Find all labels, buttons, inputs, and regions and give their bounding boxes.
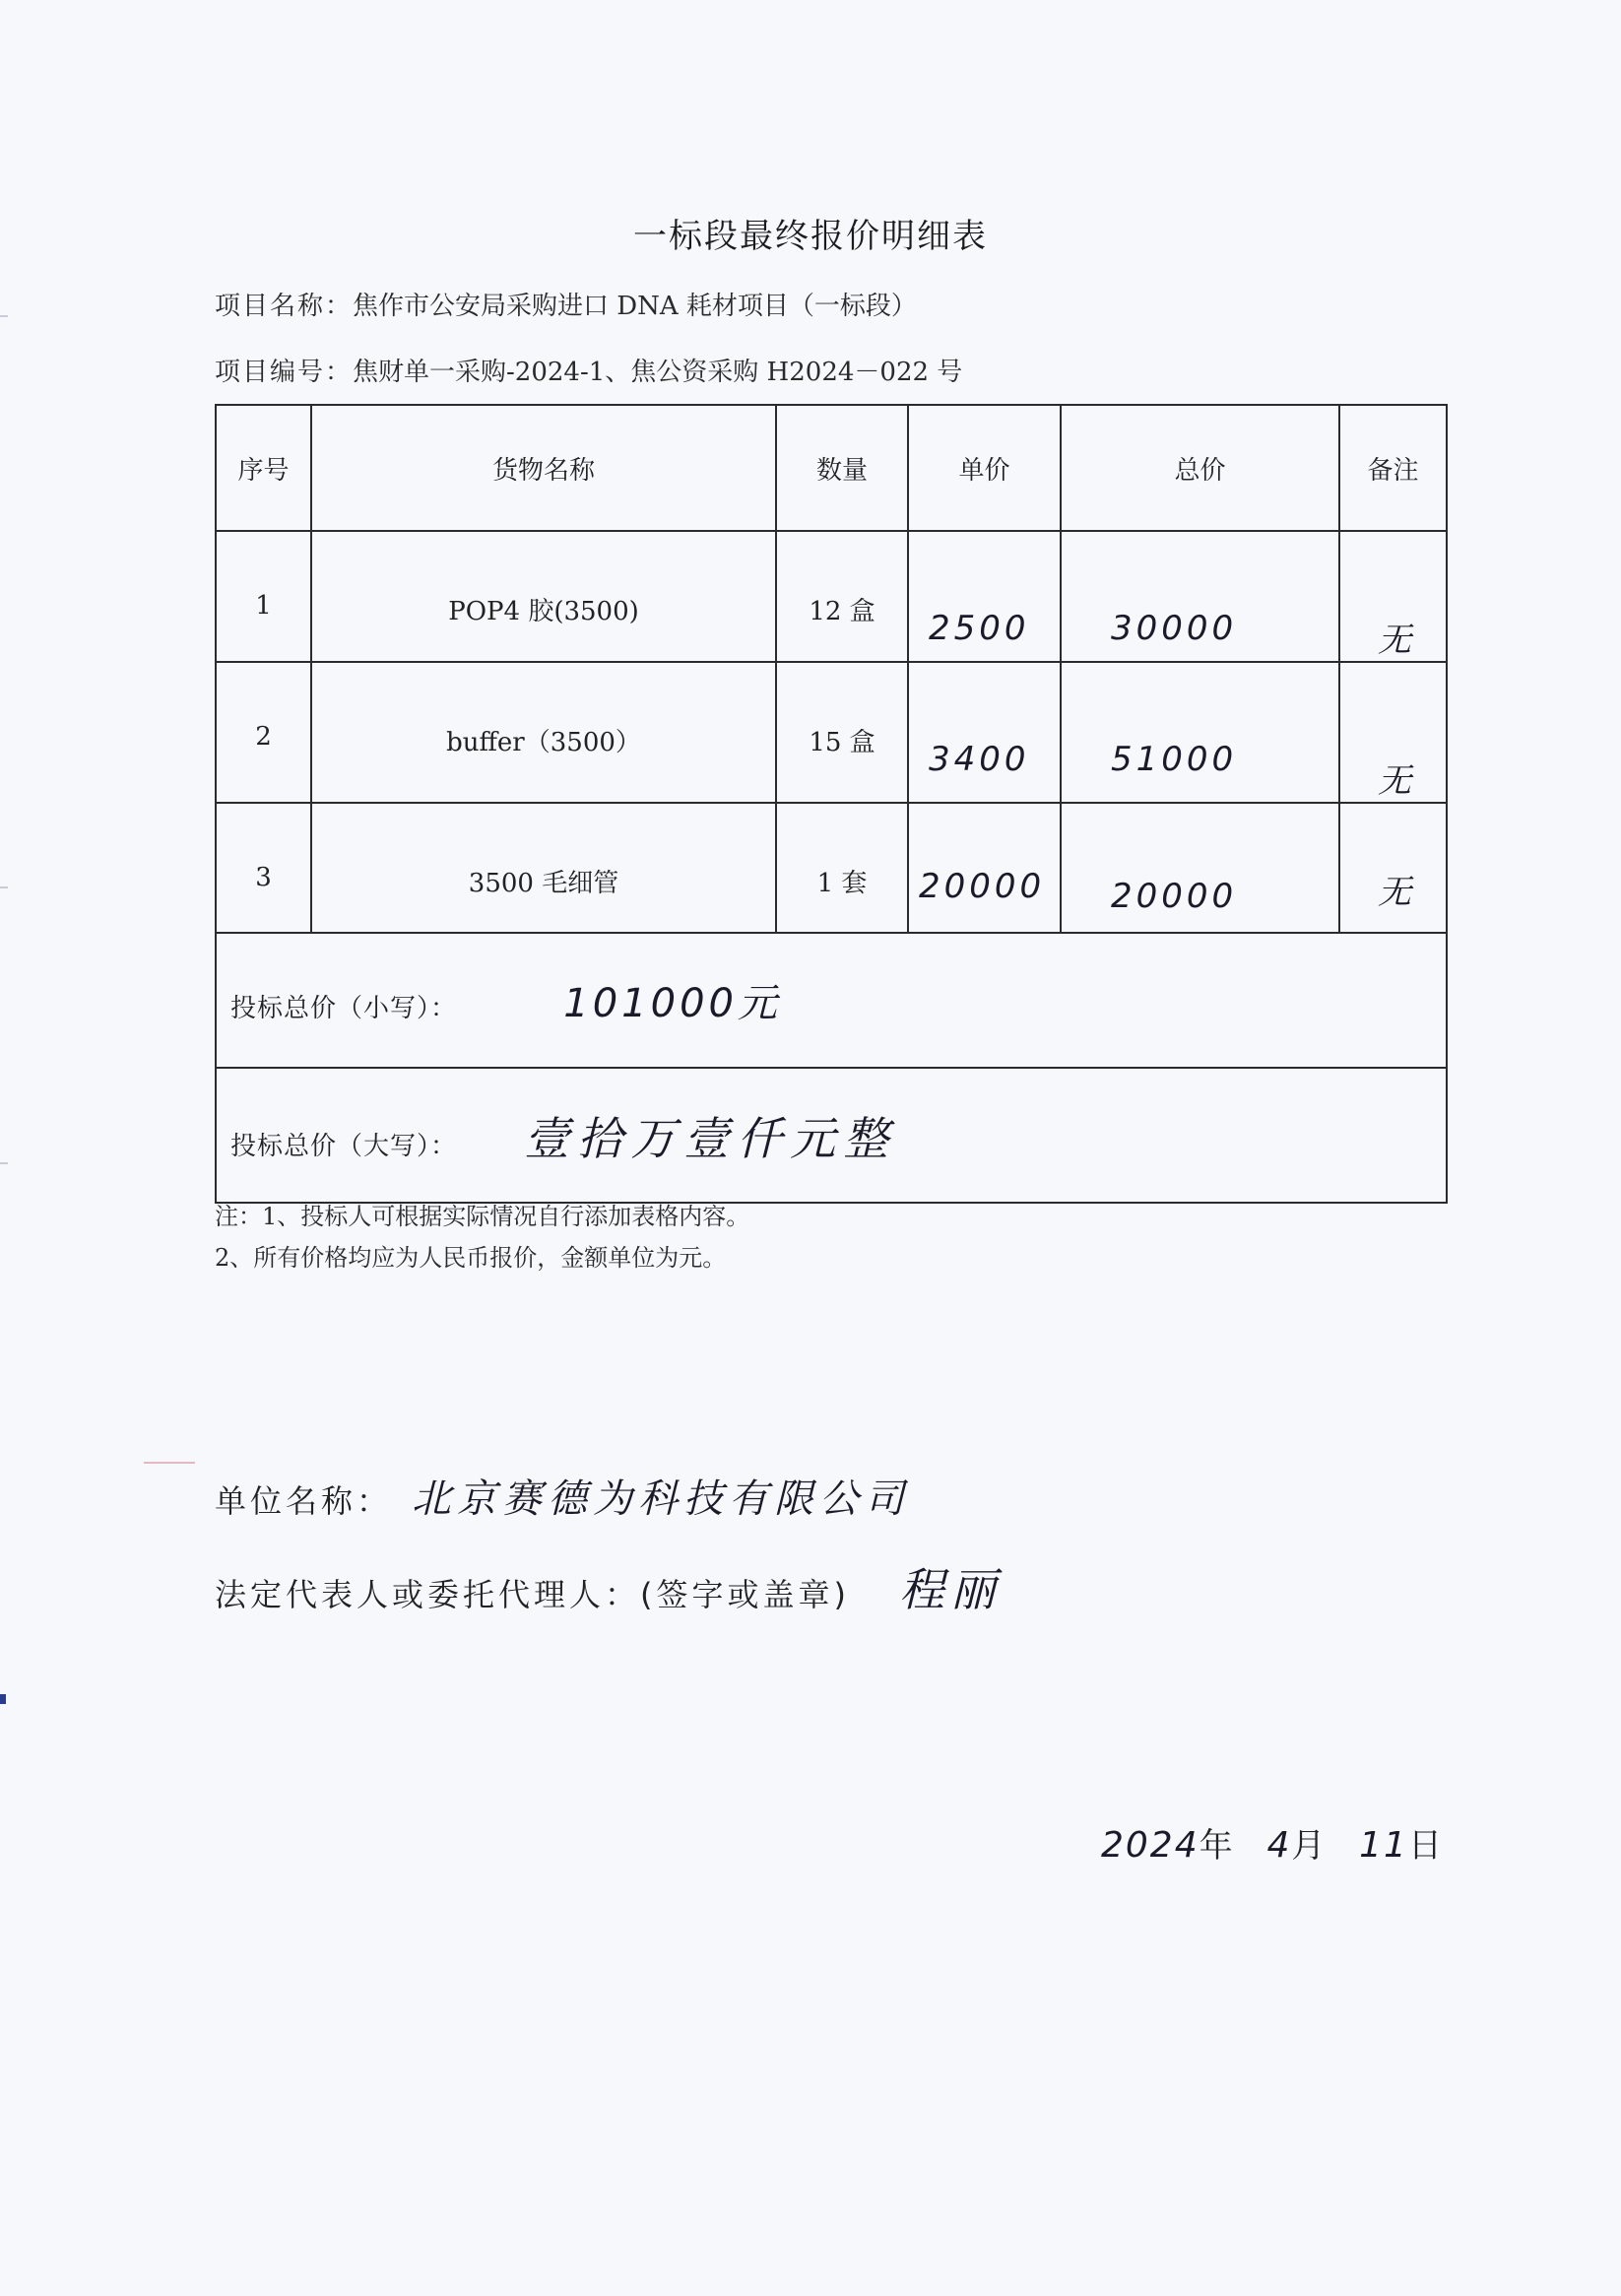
- scan-edge-mark: [0, 315, 8, 317]
- remark-handwritten: 无: [1378, 761, 1415, 801]
- quantity: 15 盒: [776, 662, 908, 803]
- row-number: 3: [216, 803, 311, 933]
- total-small-label: 投标总价（小写）：: [230, 994, 458, 1023]
- scan-edge-mark: [0, 1162, 8, 1164]
- date-line: [1101, 1818, 1442, 1867]
- company-handwritten: 北京赛德为科技有限公司: [412, 1476, 911, 1522]
- project-number-value: 焦财单一采购-2024-1、焦公资采购 H2024－022 号: [353, 358, 963, 387]
- date-day: 11: [1359, 1825, 1408, 1866]
- header-cell: 单价: [908, 405, 1061, 531]
- unit-price-handwritten: 20000: [919, 867, 1046, 906]
- project-name-line: [215, 286, 917, 322]
- quantity: 1 套: [776, 803, 908, 933]
- price-table: [215, 404, 1448, 1204]
- goods-name: POP4 胶(3500): [311, 531, 776, 662]
- header-cell: 序号: [216, 405, 311, 531]
- project-number-line: [215, 352, 962, 388]
- goods-name: buffer（3500）: [311, 662, 776, 803]
- date-day-unit: 日: [1407, 1826, 1442, 1866]
- representative-line: [215, 1554, 1002, 1619]
- scan-edge-mark: [0, 886, 8, 888]
- project-name-label: 项目名称：: [215, 292, 354, 321]
- scan-edge-mark: [0, 1694, 6, 1704]
- row-number: 2: [216, 662, 311, 803]
- date-year: 2024: [1101, 1825, 1200, 1866]
- signature-handwritten: 程丽: [898, 1563, 1002, 1616]
- date-year-unit: 年: [1199, 1826, 1233, 1866]
- unit-price-handwritten: 3400: [929, 740, 1030, 779]
- note-line: 2、所有价格均应为人民币报价，金额单位为元。: [215, 1244, 727, 1272]
- header-cell: 货物名称: [311, 405, 776, 531]
- total-price-handwritten: 30000: [1111, 609, 1238, 648]
- company-label: 单位名称：: [215, 1482, 393, 1520]
- quantity: 12 盒: [776, 531, 908, 662]
- header-cell: 总价: [1061, 405, 1339, 531]
- table-row: [216, 803, 1447, 933]
- representative-label: 法定代表人或委托代理人：(签字或盖章): [215, 1576, 850, 1613]
- project-number-label: 项目编号：: [215, 358, 354, 387]
- project-name-value: 焦作市公安局采购进口 DNA 耗材项目（一标段）: [353, 292, 917, 321]
- table-row: [216, 662, 1447, 803]
- total-small-row: [216, 933, 1447, 1068]
- table-header-row: [216, 405, 1447, 531]
- goods-name: 3500 毛细管: [311, 803, 776, 933]
- total-price-handwritten: 51000: [1111, 740, 1238, 779]
- header-cell: 数量: [776, 405, 908, 531]
- note-line: 注：1、投标人可根据实际情况自行添加表格内容。: [215, 1203, 750, 1230]
- total-big-label: 投标总价（大写）：: [230, 1131, 458, 1161]
- total-big-handwritten: 壹拾万壹仟元整: [524, 1111, 897, 1165]
- scan-mark: [144, 1462, 195, 1464]
- total-price-handwritten: 20000: [1111, 877, 1238, 916]
- company-line: [215, 1468, 910, 1524]
- row-number: 1: [216, 531, 311, 662]
- date-month-unit: 月: [1291, 1826, 1326, 1866]
- remark-handwritten: 无: [1378, 621, 1415, 660]
- remark-handwritten: 无: [1378, 873, 1415, 912]
- page-title: 一标段最终报价明细表: [633, 217, 988, 256]
- notes: [215, 1196, 749, 1279]
- unit-price-handwritten: 2500: [929, 609, 1030, 648]
- date-month: 4: [1266, 1825, 1292, 1866]
- header-cell: 备注: [1339, 405, 1447, 531]
- table-row: [216, 531, 1447, 662]
- total-big-row: [216, 1068, 1447, 1203]
- total-small-handwritten: 101000元: [563, 981, 781, 1026]
